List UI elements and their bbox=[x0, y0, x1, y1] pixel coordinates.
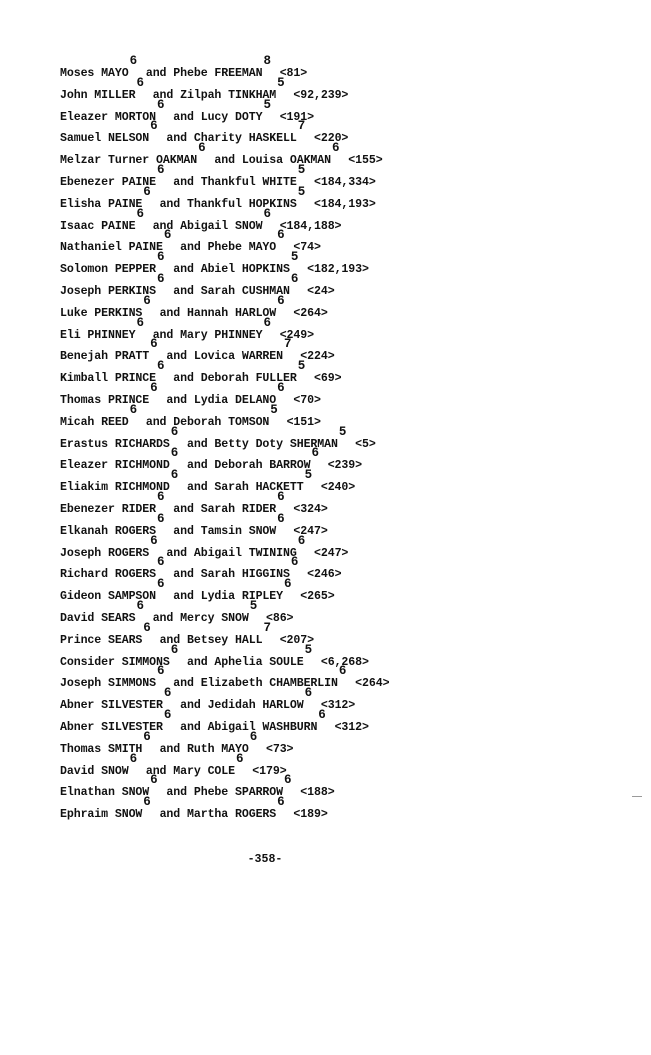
connector-word: and bbox=[159, 633, 181, 647]
husband-name: Erastus RICHARDS bbox=[60, 437, 170, 451]
wife-name: Lovica WARREN bbox=[193, 350, 284, 364]
marriage-entry bbox=[60, 75, 620, 102]
husband-name: Abner SILVESTER bbox=[60, 720, 163, 734]
husband-generation: 6 bbox=[157, 555, 165, 570]
connector-word: and bbox=[145, 415, 167, 429]
marriage-entry bbox=[60, 664, 620, 691]
husband-name: Richard ROGERS bbox=[60, 568, 157, 582]
husband-name: Samuel NELSON bbox=[60, 132, 150, 146]
wife-name: Aphelia SOULE bbox=[214, 655, 304, 669]
husband-name: Moses MAYO bbox=[60, 66, 129, 80]
husband-name: Kimball PRINCE bbox=[60, 372, 157, 386]
wife-name: Mary COLE bbox=[173, 764, 235, 778]
wife-generation: 6 bbox=[332, 141, 340, 156]
wife-name: Phebe FREEMAN bbox=[173, 66, 263, 80]
marriage-list bbox=[60, 54, 620, 821]
husband-generation: 6 bbox=[163, 228, 172, 243]
husband-name: Joseph ROGERS bbox=[60, 546, 150, 560]
husband-generation: 6 bbox=[157, 511, 165, 526]
wife-name: Zilpah TINKHAM bbox=[180, 88, 277, 102]
wife-generation: 6 bbox=[277, 489, 285, 504]
wife-name: Abigail SNOW bbox=[180, 219, 263, 233]
wife-name: Deborah TOMSON bbox=[173, 415, 270, 429]
husband-name: Consider SIMMONS bbox=[60, 655, 170, 669]
marriage-entry bbox=[60, 97, 620, 124]
wife-name: Abigail TWINING bbox=[193, 546, 297, 560]
page-reference: <184,188> bbox=[279, 219, 342, 233]
connector-word: and bbox=[180, 698, 201, 712]
wife-name: Thankful WHITE bbox=[200, 175, 297, 189]
husband-generation: 6 bbox=[136, 206, 144, 221]
husband-name: David SEARS bbox=[60, 611, 136, 625]
husband-name: Thomas SMITH bbox=[60, 742, 143, 756]
wife-name: Sarah RIDER bbox=[200, 502, 277, 516]
margin-scan-mark bbox=[632, 796, 642, 797]
connector-word: and bbox=[180, 720, 201, 734]
husband-name: Eliakim RICHMOND bbox=[60, 481, 170, 494]
husband-name: Abner SILVESTER bbox=[60, 698, 163, 712]
wife-generation: 6 bbox=[290, 555, 299, 570]
marriage-entry bbox=[60, 54, 620, 80]
marriage-entry bbox=[60, 424, 620, 451]
marriage-entry bbox=[60, 489, 620, 516]
wife-name: Ruth MAYO bbox=[187, 742, 249, 756]
husband-generation: 6 bbox=[157, 359, 165, 374]
page-reference: <246> bbox=[307, 568, 342, 582]
husband-name: Isaac PAINE bbox=[60, 219, 136, 233]
wife-name: Lucy DOTY bbox=[200, 110, 263, 124]
wife-generation: 7 bbox=[284, 337, 292, 352]
marriage-entry bbox=[60, 119, 620, 146]
page-reference: <74> bbox=[293, 241, 321, 255]
page-reference: <184,334> bbox=[314, 175, 376, 189]
marriage-entry bbox=[60, 184, 620, 211]
page-reference: <324> bbox=[293, 502, 328, 516]
connector-word: and bbox=[173, 568, 194, 582]
wife-generation: 6 bbox=[304, 686, 312, 701]
marriage-entry bbox=[60, 315, 620, 342]
wife-generation: 8 bbox=[263, 54, 271, 68]
page-reference: <70> bbox=[293, 393, 321, 407]
husband-generation: 6 bbox=[157, 664, 165, 679]
husband-name: Ephraim SNOW bbox=[60, 807, 143, 821]
page-number: -358- bbox=[247, 853, 283, 866]
wife-name: Jedidah HARLOW bbox=[207, 698, 304, 712]
page-reference: <5> bbox=[355, 437, 376, 451]
wife-name: Elizabeth CHAMBERLIN bbox=[200, 677, 338, 691]
marriage-entry bbox=[60, 250, 620, 277]
connector-word: and bbox=[145, 66, 167, 80]
wife-name: Abiel HOPKINS bbox=[200, 263, 290, 277]
wife-name: Phebe SPARROW bbox=[193, 786, 284, 800]
wife-name: Tamsin SNOW bbox=[200, 524, 277, 538]
page-reference: <69> bbox=[314, 372, 342, 386]
page-reference: <312> bbox=[334, 720, 369, 734]
husband-generation: 6 bbox=[143, 620, 151, 635]
husband-generation: 6 bbox=[157, 162, 165, 177]
page-reference: <265> bbox=[300, 589, 335, 603]
page-reference: <155> bbox=[348, 154, 383, 168]
husband-generation: 6 bbox=[150, 533, 158, 548]
husband-name: Nathaniel PAINE bbox=[60, 241, 163, 255]
wife-name: Hannah HARLOW bbox=[187, 306, 277, 320]
connector-word: and bbox=[166, 546, 187, 560]
wife-name: Charity HASKELL bbox=[193, 132, 297, 146]
husband-generation: 6 bbox=[198, 141, 206, 156]
wife-generation: 6 bbox=[290, 271, 299, 286]
husband-generation: 6 bbox=[143, 795, 151, 810]
connector-word: and bbox=[186, 459, 208, 473]
page-reference: <239> bbox=[327, 459, 362, 473]
wife-generation: 6 bbox=[236, 751, 244, 766]
page-reference: <191> bbox=[279, 110, 314, 124]
connector-word: and bbox=[173, 677, 194, 691]
wife-generation: 5 bbox=[249, 598, 258, 613]
page-reference: <86> bbox=[265, 611, 294, 625]
husband-generation: 6 bbox=[170, 642, 179, 657]
page-reference: <24> bbox=[307, 284, 335, 298]
wife-generation: 7 bbox=[263, 620, 271, 635]
husband-generation: 6 bbox=[129, 54, 137, 68]
marriage-entry bbox=[60, 206, 620, 233]
wife-generation: 5 bbox=[277, 75, 285, 90]
husband-name: Elkanah ROGERS bbox=[60, 524, 157, 538]
husband-generation: 6 bbox=[157, 271, 165, 286]
page-reference: <6,268> bbox=[320, 655, 369, 669]
page-reference: <184,193> bbox=[313, 197, 376, 211]
husband-name: Ebenezer PAINE bbox=[60, 175, 157, 189]
page-reference: <224> bbox=[300, 350, 335, 364]
marriage-entry bbox=[60, 337, 620, 364]
husband-name: Elisha PAINE bbox=[60, 197, 143, 211]
page-reference: <220> bbox=[314, 132, 349, 146]
wife-generation: 6 bbox=[277, 380, 285, 395]
page-reference: <264> bbox=[293, 306, 328, 320]
husband-name: Luke PERKINS bbox=[60, 306, 143, 320]
marriage-entry bbox=[60, 228, 620, 255]
husband-name: Micah REED bbox=[60, 415, 129, 429]
wife-generation: 5 bbox=[297, 162, 306, 177]
wife-name: Phebe MAYO bbox=[207, 241, 277, 255]
husband-name: Eleazer MORTON bbox=[60, 110, 157, 124]
wife-generation: 5 bbox=[304, 642, 312, 657]
wife-generation: 5 bbox=[304, 468, 312, 483]
page-reference: <247> bbox=[314, 546, 349, 560]
husband-generation: 6 bbox=[150, 119, 158, 134]
wife-name: Deborah FULLER bbox=[200, 372, 297, 386]
husband-generation: 6 bbox=[136, 598, 144, 613]
wife-name: Louisa OAKMAN bbox=[241, 154, 332, 168]
wife-name: Betty Doty SHERMAN bbox=[214, 437, 338, 451]
connector-word: and bbox=[166, 393, 187, 407]
husband-generation: 6 bbox=[150, 773, 158, 788]
wife-name: Sarah CUSHMAN bbox=[200, 284, 290, 298]
wife-name: Sarah HIGGINS bbox=[200, 568, 290, 582]
marriage-entry bbox=[60, 686, 620, 712]
husband-generation: 6 bbox=[129, 402, 137, 417]
wife-name: Mary PHINNEY bbox=[180, 328, 263, 342]
wife-generation: 6 bbox=[338, 664, 347, 679]
husband-name: Joseph PERKINS bbox=[60, 284, 157, 298]
connector-word: and bbox=[180, 241, 201, 255]
wife-generation: 6 bbox=[277, 511, 285, 526]
wife-name: Sarah HACKETT bbox=[214, 481, 304, 494]
husband-name: Gideon SAMPSON bbox=[60, 589, 157, 603]
page-reference: <189> bbox=[293, 807, 328, 821]
wife-generation: 6 bbox=[277, 228, 285, 243]
connector-word: and bbox=[173, 175, 194, 189]
wife-name: Martha ROGERS bbox=[187, 807, 277, 821]
wife-generation: 5 bbox=[297, 184, 306, 199]
wife-generation: 6 bbox=[277, 293, 285, 308]
connector-word: and bbox=[173, 110, 194, 124]
wife-generation: 6 bbox=[284, 773, 292, 788]
page-reference: <182,193> bbox=[307, 263, 369, 277]
page-reference: <312> bbox=[320, 698, 356, 712]
marriage-entry bbox=[60, 751, 620, 778]
page-reference: <249> bbox=[279, 328, 314, 342]
wife-name: Lydia DELANO bbox=[193, 393, 277, 407]
husband-name: Solomon PEPPER bbox=[60, 263, 157, 277]
connector-word: and bbox=[152, 328, 174, 342]
page-reference: <92,239> bbox=[293, 88, 349, 102]
wife-generation: 6 bbox=[277, 795, 285, 810]
husband-generation: 6 bbox=[163, 686, 172, 701]
marriage-entry bbox=[60, 380, 620, 407]
husband-generation: 6 bbox=[129, 751, 137, 766]
connector-word: and bbox=[152, 88, 174, 102]
husband-name: John MILLER bbox=[60, 88, 136, 102]
connector-word: and bbox=[173, 263, 194, 277]
connector-word: and bbox=[159, 197, 181, 211]
page-reference: <179> bbox=[252, 764, 287, 778]
husband-name: Prince SEARS bbox=[60, 633, 143, 647]
husband-generation: 6 bbox=[157, 250, 165, 265]
husband-name: Melzar Turner OAKMAN bbox=[60, 154, 198, 168]
husband-name: Elnathan SNOW bbox=[60, 786, 150, 800]
wife-name: Mercy SNOW bbox=[180, 611, 249, 625]
marriage-entry bbox=[60, 359, 620, 386]
connector-word: and bbox=[186, 481, 208, 494]
connector-word: and bbox=[159, 742, 181, 756]
page-reference: <264> bbox=[355, 677, 390, 691]
husband-name: Benejah PRATT bbox=[60, 350, 150, 364]
connector-word: and bbox=[145, 764, 167, 778]
husband-name: Thomas PRINCE bbox=[60, 393, 150, 407]
wife-generation: 6 bbox=[263, 315, 271, 330]
marriage-entry bbox=[60, 577, 620, 603]
marriage-entry bbox=[60, 141, 620, 168]
connector-word: and bbox=[186, 437, 208, 451]
wife-generation: 6 bbox=[249, 729, 258, 744]
page-reference: <207> bbox=[279, 633, 314, 647]
connector-word: and bbox=[159, 306, 181, 320]
marriage-entry bbox=[60, 468, 620, 494]
wife-name: Deborah BARROW bbox=[214, 459, 311, 473]
wife-name: Lydia RIPLEY bbox=[200, 589, 284, 603]
husband-name: David SNOW bbox=[60, 764, 129, 778]
wife-generation: 5 bbox=[270, 402, 278, 417]
marriage-entry bbox=[60, 620, 620, 647]
wife-name: Thankful HOPKINS bbox=[187, 197, 297, 211]
husband-generation: 6 bbox=[150, 380, 158, 395]
wife-name: Betsey HALL bbox=[187, 633, 263, 647]
connector-word: and bbox=[166, 132, 187, 146]
husband-name: Joseph SIMMONS bbox=[60, 677, 157, 691]
wife-generation: 6 bbox=[263, 206, 271, 221]
husband-name: Eleazer RICHMOND bbox=[60, 459, 170, 473]
husband-generation: 6 bbox=[150, 337, 158, 352]
husband-generation: 6 bbox=[136, 315, 144, 330]
husband-generation: 6 bbox=[170, 446, 179, 461]
page-reference: <188> bbox=[300, 786, 335, 800]
husband-name: Ebenezer RIDER bbox=[60, 502, 157, 516]
marriage-entry bbox=[60, 511, 620, 538]
wife-generation: 6 bbox=[318, 707, 326, 722]
wife-generation: 5 bbox=[290, 250, 299, 265]
wife-generation: 6 bbox=[311, 446, 319, 461]
husband-generation: 6 bbox=[143, 729, 151, 744]
husband-generation: 6 bbox=[157, 489, 165, 504]
husband-generation: 6 bbox=[143, 184, 151, 199]
husband-generation: 6 bbox=[136, 75, 144, 90]
wife-generation: 7 bbox=[297, 119, 306, 134]
page-reference: <247> bbox=[293, 524, 328, 538]
connector-word: and bbox=[173, 502, 194, 516]
marriage-entry bbox=[60, 533, 620, 560]
connector-word: and bbox=[173, 589, 194, 603]
connector-word: and bbox=[173, 524, 194, 538]
connector-word: and bbox=[214, 154, 235, 168]
wife-name: Abigail WASHBURN bbox=[207, 720, 318, 734]
marriage-entry bbox=[60, 446, 620, 473]
husband-name: Eli PHINNEY bbox=[60, 328, 136, 342]
husband-generation: 6 bbox=[170, 424, 179, 439]
connector-word: and bbox=[186, 655, 208, 669]
connector-word: and bbox=[166, 786, 187, 800]
page-reference: <240> bbox=[320, 481, 356, 494]
wife-generation: 5 bbox=[297, 359, 306, 374]
marriage-entry bbox=[60, 795, 620, 821]
page-reference: <73> bbox=[265, 742, 294, 756]
marriage-entry bbox=[60, 729, 620, 756]
husband-generation: 6 bbox=[157, 97, 165, 112]
page-reference: <151> bbox=[286, 415, 321, 429]
connector-word: and bbox=[166, 350, 187, 364]
page-reference: <81> bbox=[279, 66, 308, 80]
connector-word: and bbox=[173, 372, 194, 386]
husband-generation: 6 bbox=[157, 577, 165, 592]
husband-generation: 6 bbox=[163, 707, 172, 722]
connector-word: and bbox=[152, 219, 174, 233]
marriage-entry bbox=[60, 555, 620, 582]
wife-generation: 5 bbox=[338, 424, 347, 439]
connector-word: and bbox=[152, 611, 174, 625]
wife-generation: 5 bbox=[263, 97, 271, 112]
marriage-entry bbox=[60, 293, 620, 320]
wife-generation: 6 bbox=[297, 533, 306, 548]
connector-word: and bbox=[173, 284, 194, 298]
connector-word: and bbox=[159, 807, 181, 821]
husband-generation: 6 bbox=[170, 468, 179, 483]
wife-generation: 6 bbox=[284, 577, 292, 592]
husband-generation: 6 bbox=[143, 293, 151, 308]
